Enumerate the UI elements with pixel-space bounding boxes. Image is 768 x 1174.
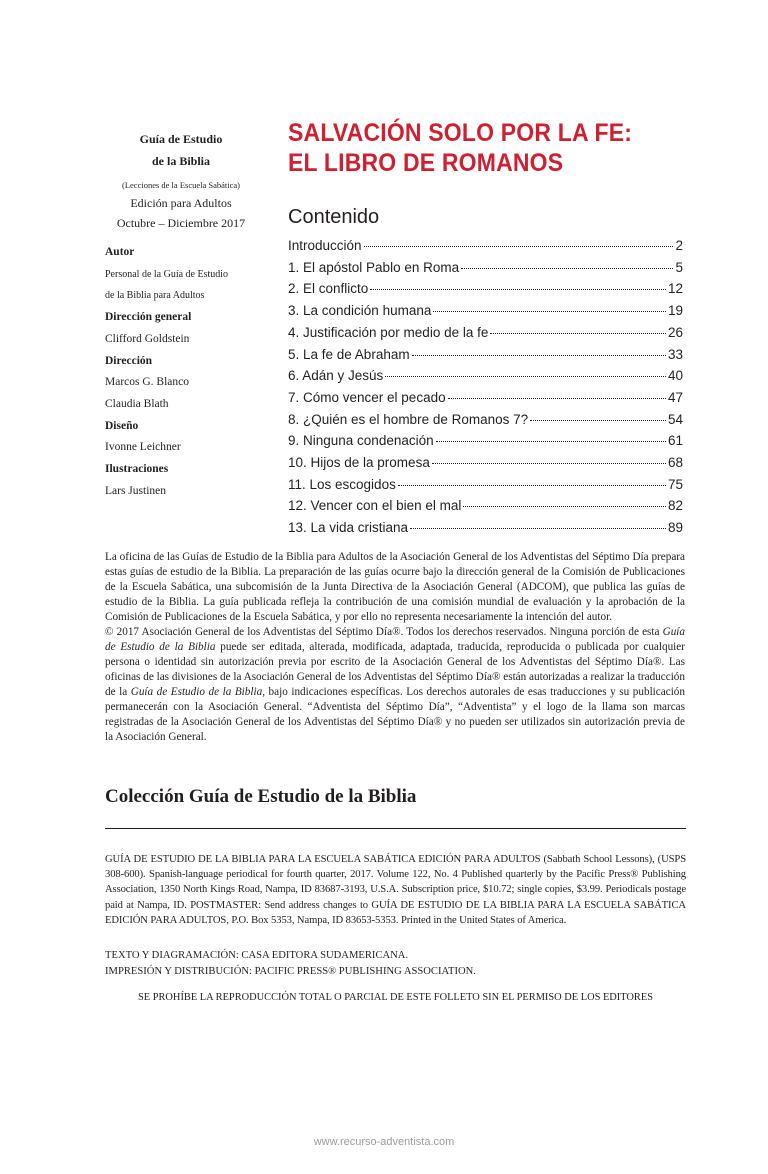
toc-entry[interactable] (288, 430, 683, 452)
publication-text: GUÍA DE ESTUDIO DE LA BIBLIA PARA LA ESCUELA SABÁTICA EDICIÓN PARA ADULTOS (Sabbath School Lessons), (USPS 308-600). Spanish-language periodical for fourth quarter, 2017. Volume 122, No. 4 Published quarterly by the Pacific Press® Publishing Association, 1350 North Kings Road, Nampa, ID 83687-3193, U.S.A. Subscription price, $10.72; single copies, $3.99. Periodicals postage paid at Nampa, ID. POSTMASTER: Send address changes to GUÍA DE ESTUDIO DE LA BIBLIA PARA LA ESCUELA SABÁTICA EDICIÓN PARA ADULTOS, P.O. Box 5353, Nampa, ID 83653-5353. Printed in the United States of America. (105, 854, 686, 926)
period-label: Octubre – Diciembre 2017 (116, 216, 246, 230)
toc-leader-dots (490, 333, 666, 334)
toc-entry-title: 1. El apóstol Pablo en Roma (288, 259, 460, 275)
guide-title-line-1: Guía de Estudio (139, 132, 223, 146)
toc-entry-page: 47 (667, 389, 683, 405)
toc-entry-title: 13. La vida cristiana (288, 520, 409, 536)
legal-text: © 2017 Asociación General de los Adventistas del Séptimo Día®. Todos los derechos reservados. Ninguna porción de esta (105, 626, 663, 638)
toc-leader-dots (385, 376, 666, 377)
publication-info (105, 852, 686, 928)
toc-entry-page: 40 (667, 368, 683, 384)
toc-entry[interactable] (288, 452, 683, 474)
toc-entry-title: Introducción (288, 238, 362, 253)
book-title (288, 118, 656, 178)
toc-heading: Contenido (288, 206, 380, 228)
staff-list (105, 242, 265, 502)
toc-leader-dots (364, 246, 674, 247)
staff-role: Ilustraciones (105, 463, 169, 476)
legal-italic-title: Guía de Estudio de la Biblia (130, 686, 263, 698)
toc-entry-page: 54 (667, 411, 683, 427)
toc-entry[interactable] (288, 278, 683, 300)
edition-label: Edición para Adultos (130, 196, 232, 210)
toc-entry-page: 2 (675, 238, 683, 253)
toc-leader-dots (436, 441, 666, 442)
toc-entry-page: 82 (667, 498, 683, 514)
legal-paragraph-1: La oficina de las Guías de Estudio de la Biblia para Adultos de la Asociación General de los Adventistas del Séptimo Día prepara estas guías de estudio de la Biblia. La preparación de las guías ocurre bajo la dirección general de la Comisión de Publicaciones de la Escuela Sabática, una subcomisión de la Junta Directiva de la Asociación General (ADCOM), que publica las guías de estudio de la Biblia. La guía publicada refleja la contribución de una comisión mundial de evaluación y la aprobación de la Comisión de Publicaciones de la Escuela Sabática, y por ello no representa necesariamente la intención del autor. (105, 551, 685, 623)
toc-entry-title: 7. Cómo vencer el pecado (288, 389, 446, 405)
staff-role: Autor (105, 246, 135, 258)
toc-entry[interactable] (288, 495, 683, 517)
toc-entry-title: 12. Vencer con el bien el mal (288, 498, 462, 514)
toc-entry[interactable] (288, 257, 683, 279)
toc-entry[interactable] (288, 235, 683, 257)
toc-entry-title: 9. Ninguna condenación (288, 433, 434, 449)
divider (105, 828, 686, 829)
guide-subtitle: (Lecciones de la Escuela Sabática) (122, 180, 240, 190)
toc-entry-title: 2. El conflicto (288, 281, 369, 297)
toc-leader-dots (410, 528, 666, 529)
toc-entry-title: 11. Los escogidos (288, 476, 396, 492)
toc-entry-page: 33 (667, 346, 683, 362)
toc-entry-page: 12 (667, 281, 683, 297)
guide-title-line-2: de la Biblia (151, 154, 210, 168)
toc-leader-dots (412, 355, 666, 356)
toc-leader-dots (370, 289, 666, 290)
toc-entry-page: 5 (675, 259, 683, 275)
footer-url[interactable]: www.recurso-adventista.com (313, 1136, 455, 1148)
staff-name: Lars Justinen (105, 484, 167, 497)
toc-entry[interactable] (288, 365, 683, 387)
toc-entry-page: 61 (667, 433, 683, 449)
table-of-contents (288, 235, 683, 539)
staff-name: Personal de la Guía de Estudio (105, 268, 229, 280)
book-title-line-1: SALVACIÓN SOLO POR LA FE: (288, 119, 633, 147)
toc-entry[interactable] (288, 387, 683, 409)
reproduction-notice: SE PROHÍBE LA REPRODUCCIÓN TOTAL O PARCIAL DE ESTE FOLLETO SIN EL PERMISO DE LOS EDITORES (138, 992, 653, 1003)
book-title-line-2: EL LIBRO DE ROMANOS (288, 149, 564, 177)
toc-leader-dots (433, 311, 666, 312)
credits-column (105, 128, 265, 502)
staff-name: Claudia Blath (105, 397, 169, 410)
legal-italic-title: Guía de Estudio de la Biblia (105, 626, 685, 653)
toc-leader-dots (432, 463, 666, 464)
toc-entry-page: 68 (667, 455, 683, 471)
staff-role: Dirección general (105, 311, 192, 324)
toc-entry-title: 8. ¿Quién es el hombre de Romanos 7? (288, 411, 529, 427)
toc-entry-title: 6. Adán y Jesús (288, 368, 384, 384)
toc-entry-page: 26 (667, 324, 683, 340)
print-credit-line-2: IMPRESIÓN Y DISTRIBUCIÓN: PACIFIC PRESS® PUBLISHING ASSOCIATION. (105, 965, 476, 977)
staff-name: Marcos G. Blanco (105, 376, 189, 389)
toc-entry-page: 75 (667, 476, 683, 492)
toc-leader-dots (398, 485, 666, 486)
staff-role: Dirección (105, 354, 153, 367)
toc-entry[interactable] (288, 322, 683, 344)
toc-entry-page: 89 (667, 520, 683, 536)
toc-entry[interactable] (288, 300, 683, 322)
staff-name: de la Biblia para Adultos (105, 290, 205, 302)
toc-leader-dots (461, 268, 673, 269)
legal-paragraph-2 (105, 625, 685, 745)
guide-heading (105, 128, 257, 232)
toc-entry-title: 3. La condición humana (288, 303, 432, 319)
staff-role: Diseño (105, 419, 139, 432)
toc-entry-title: 4. Justificación por medio de la fe (288, 324, 489, 340)
legal-text: puede ser editada, alterada, modificada, adaptada, traducida, reproducida o publicada por cualquier persona o identidad sin autorización previa por escrito de la Asociación General de los Adventistas del Séptimo Día®. Las oficinas de las divisiones de la Asociación General de los Adventistas del Séptimo Día® están autorizadas a realizar la traducción de la (105, 641, 685, 698)
toc-leader-dots (463, 506, 666, 507)
collection-heading: Colección Guía de Estudio de la Biblia (105, 786, 417, 807)
toc-leader-dots (530, 420, 666, 421)
toc-entry[interactable] (288, 517, 683, 539)
toc-leader-dots (448, 398, 666, 399)
toc-entry[interactable] (288, 344, 683, 366)
legal-text: , bajo indicaciones específicas. Los derechos autorales de esas traducciones y su publicación permanecerán con la Asociación General. “Adventista del Séptimo Día”, “Adventista” y el logo de la llama son marcas registradas de la Asociación General de los Adventistas del Séptimo Día® y no pueden ser utilizados sin autorización previa de la Asociación General. (105, 686, 685, 743)
toc-entry[interactable] (288, 474, 683, 496)
toc-entry-page: 19 (667, 303, 683, 319)
toc-entry-title: 5. La fe de Abraham (288, 346, 410, 362)
toc-entry-title: 10. Hijos de la promesa (288, 455, 430, 471)
staff-name: Clifford Goldstein (105, 332, 190, 345)
legal-notice (105, 550, 685, 745)
print-credit-line-1: TEXTO Y DIAGRAMACIÓN: CASA EDITORA SUDAMERICANA. (105, 950, 409, 961)
print-credits (105, 948, 686, 979)
staff-name: Ivonne Leichner (105, 441, 181, 454)
toc-entry[interactable] (288, 409, 683, 431)
